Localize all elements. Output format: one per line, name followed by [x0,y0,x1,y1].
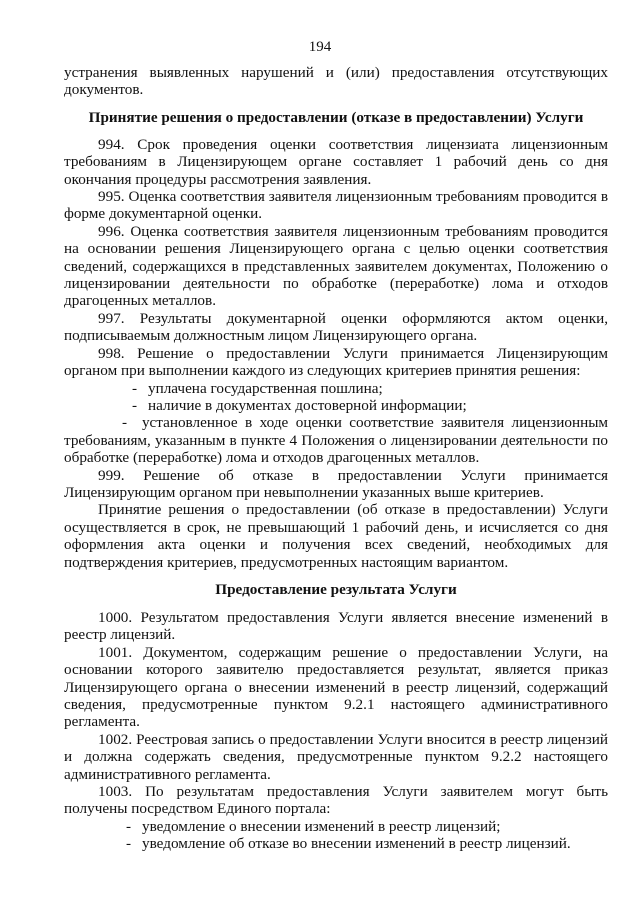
dash-marker: - [122,414,128,432]
criterion-text: наличие в документах достоверной информации; [148,396,467,414]
paragraph-decision-term: Принятие решения о предоставлении (об отказе в предоставлении) Услуги осуществляется в срок, не превышающий 1 рабочий день, и исчисляется со дня оформления акта оценки и получения всех сведений, необходимых для подтверждения критериев, предусмотренных настоящим вариантом. [64,501,608,571]
criterion-item [64,380,608,397]
page-number: 194 [308,39,332,55]
paragraph-999: 999. Решение об отказе в предоставлении Услуги принимается Лицензирующим органом при невыполнении указанных выше критериев. [64,466,608,501]
lead-paragraph: устранения выявленных нарушений и (или) предоставления отсутствующих документов. [64,64,608,99]
paragraph-995: 995. Оценка соответствия заявителя лицензионным требованиям проводится в форме документарной оценки. [64,188,608,223]
dash-marker: - [132,396,138,414]
result-item [64,835,608,852]
paragraph-994: 994. Срок проведения оценки соответствия лицензиата лицензионным требованиям в Лицензирующем органе составляет 1 рабочий день со дня окончания процедуры рассмотрения заявления. [64,135,608,188]
paragraph-998: 998. Решение о предоставлении Услуги принимается Лицензирующим органом при выполнении каждого из следующих критериев принятия решения: [64,344,608,380]
result-text: уведомление о внесении изменений в реестр лицензий; [142,817,501,835]
document-body [64,64,608,853]
paragraph-996: 996. Оценка соответствия заявителя лицензионным требованиям проводится на основании решения Лицензирующего органа с целью оценки соответствия сведений, содержащихся в представленных заявителем документах, Положению о лицензировании деятельности по обработке (переработке) лома и отходов драгоценных металлов. [64,222,608,310]
result-text: уведомление об отказе во внесении изменений в реестр лицензий. [142,835,571,853]
paragraph-1001: 1001. Документом, содержащим решение о предоставлении Услуги, на основании которого заявителю предоставляется результат, является приказ Лицензирующего органа о внесении изменений в реестр лицензий, содержащий сведения, предусмотренные пунктом 9.2.1 настоящего административного регламента. [64,643,608,731]
criterion-item [64,397,608,414]
section-title-decision: Принятие решения о предоставлении (отказе в предоставлении) Услуги [88,108,584,126]
criterion-item-long [64,414,608,466]
section-title-result: Предоставление результата Услуги [215,580,457,598]
result-item [64,818,608,835]
dash-marker: - [126,817,132,835]
dash-marker: - [132,379,138,397]
paragraph-997: 997. Результаты документарной оценки оформляются актом оценки, подписываемым должностным лицом Лицензирующего органа. [64,309,608,345]
dash-marker: - [126,835,132,853]
criterion-text: уплачена государственная пошлина; [148,379,383,397]
paragraph-1000: 1000. Результатом предоставления Услуги является внесение изменений в реестр лицензий. [64,608,608,644]
paragraph-1003: 1003. По результатам предоставления Услуги заявителем могут быть получены посредством Единого портала: [64,783,608,818]
criterion-text: установленное в ходе оценки соответствие заявителя лицензионным требованиям, указанным в пункте 4 Положения о лицензировании деятельности по обработке (переработке) лома и отходов драгоценных металлов. [64,414,609,467]
paragraph-1002: 1002. Реестровая запись о предоставлении Услуги вносится в реестр лицензий и должна содержать сведения, предусмотренные пунктом 9.2.2 настоящего административного регламента. [64,730,608,783]
